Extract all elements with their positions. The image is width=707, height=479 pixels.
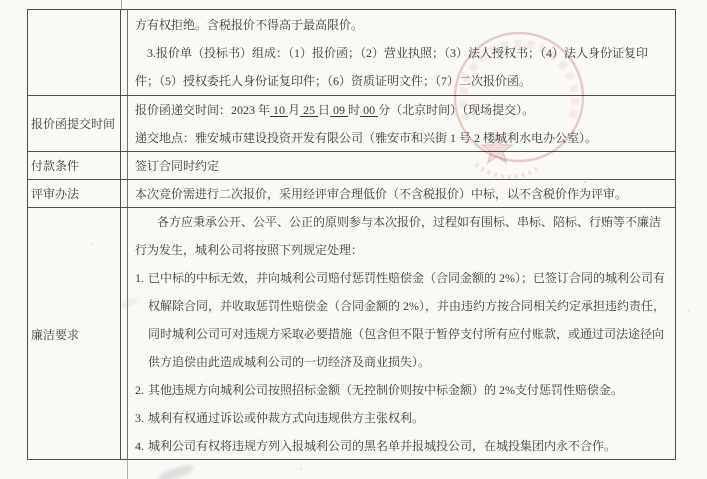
cell-continuation-text (128, 10, 675, 95)
scan-speck (300, 468, 302, 470)
submission-time-line (135, 96, 667, 124)
row-label-payment-terms: 付款条件 (28, 152, 121, 179)
integrity-item-2 (135, 376, 667, 404)
cell-submission-details (128, 96, 675, 151)
row-label-review-method: 评审办法 (28, 180, 121, 207)
scan-smudge (157, 463, 194, 479)
paragraph-rejection-clause: 方有权拒绝。含税报价不得高于最高限价。 (135, 18, 364, 32)
gutter-cell (121, 180, 128, 207)
column-divider-artifact-bottom (127, 460, 128, 479)
gutter-cell (121, 208, 128, 460)
item-text: 城利公司有权将违规方列入报城利公司的黑名单并报城投公司，在城投集团内永不合作。 (148, 439, 617, 453)
item-text: 其他违规方向城利公司按照招标金额（无控制价则按中标金额）的 2%支付惩罚性赔偿金。 (148, 383, 623, 397)
month-unit: 月 (288, 103, 301, 117)
review-method-text: 本次竞价需进行二次报价，采用经评审合理低价（不含税报价）中标，以不含税价作为评审。 (135, 187, 628, 201)
row-label-empty (28, 10, 121, 95)
day-unit: 日 (318, 103, 331, 117)
item-text: 城利有权通过诉讼或仲裁方式向违规供方主张权利。 (148, 411, 425, 425)
item-number: 1. (135, 271, 144, 285)
hour-unit: 时 (348, 103, 361, 117)
column-divider-artifact-top (121, 0, 122, 9)
gutter-cell (121, 96, 128, 151)
cell-payment-terms (128, 152, 675, 179)
integrity-item-4 (135, 432, 667, 460)
cell-review-method (128, 180, 675, 207)
item-number: 3. (135, 411, 144, 425)
scan-speck (92, 243, 94, 245)
paragraph-quotation-components: 3.报价单（投标书）组成：（1）报价函；（2）营业执照；（3）法人授权书；（4）法人身份证复印件；（5）授权委托人身份证复印件；（6）资质证明文件；（7）二次报价函。 (135, 46, 649, 88)
table-row-payment-terms (28, 152, 675, 180)
time-suffix: 分（北京时间）（现场提交）。 (378, 103, 535, 117)
day-value-underlined: 25 (300, 103, 319, 117)
minute-value-underlined: 00 (360, 103, 379, 117)
integrity-item-3 (135, 404, 667, 432)
payment-terms-text: 签订合同时约定 (135, 159, 220, 173)
item-number: 4. (135, 439, 144, 453)
gutter-cell (121, 152, 128, 179)
hour-value-underlined: 09 (330, 103, 349, 117)
gutter-cell (121, 10, 128, 95)
month-value-underlined: 10 (270, 103, 289, 117)
table-row-review-method (28, 180, 675, 208)
item-text: 已中标的中标无效，并向城利公司赔付惩罚性赔偿金（合同金额的 2%）；已签订合同的城利公司有权解除合同，并收取惩罚性赔偿金（合同金额的 2%），并由违约方按合同相关约定承担违约责任，同时城利公司可对违规方采取必要措施（包含但不限于暂停支付所有应付账款，或通过司法途径向供方追偿由此造成城利公司的一切经济及商业损失）。 (148, 271, 665, 369)
integrity-intro-paragraph: 各方应秉承公开、公平、公正的原则参与本次报价，过程如有围标、串标、陪标、行贿等不廉洁行为发生，城利公司将按照下列规定处理： (135, 215, 662, 257)
table-row-integrity-requirements (28, 208, 675, 460)
time-prefix: 报价函递交时间：2023 年 (135, 103, 271, 117)
table-row-continuation (28, 10, 675, 96)
item-number: 2. (135, 383, 144, 397)
row-label-submission-time: 报价函提交时间 (28, 96, 121, 151)
submission-address-line: 递交地点：雅安城市建设投资开发有限公司（雅安市和兴街 1 号 2 楼城利水电办公室）。 (135, 131, 598, 145)
row-label-integrity: 廉洁要求 (28, 208, 121, 460)
bid-conditions-table (27, 9, 676, 460)
integrity-item-1 (135, 264, 667, 376)
table-row-submission-time (28, 96, 675, 152)
scan-speck (584, 181, 586, 183)
cell-integrity-requirements (128, 208, 675, 460)
scan-speck (688, 310, 690, 312)
